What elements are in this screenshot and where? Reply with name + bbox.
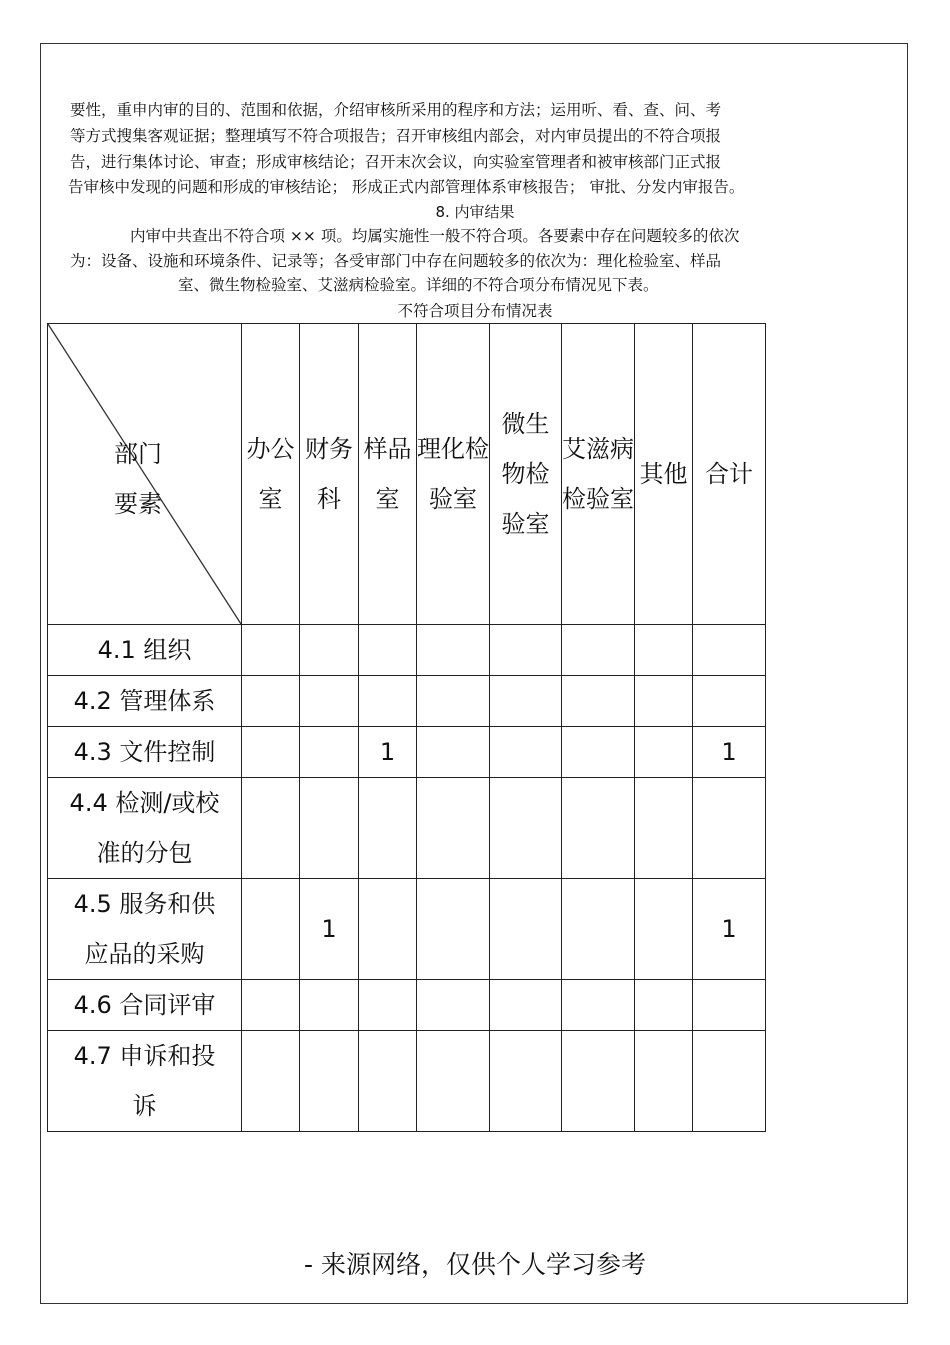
- table-title: 不符合项目分布情况表: [397, 302, 553, 320]
- footer-note: - 来源网络，仅供个人学习参考: [304, 1250, 646, 1279]
- table-cell: [562, 778, 635, 879]
- column-header: [359, 324, 417, 625]
- table-cell: [490, 980, 562, 1031]
- table-header-row: [48, 324, 766, 625]
- table-cell: [562, 1031, 635, 1132]
- column-header-text: 办公室: [246, 435, 295, 513]
- table-cell: [417, 727, 490, 778]
- table-cell: [490, 676, 562, 727]
- table-cell: [635, 676, 693, 727]
- table-cell: 1: [359, 727, 417, 778]
- column-header: [490, 324, 562, 625]
- row-label: 4.4 检测/或校准的分包: [48, 778, 242, 879]
- table-cell: [490, 778, 562, 879]
- table-row: [48, 879, 766, 980]
- table-cell: [300, 676, 359, 727]
- table-cell: [300, 727, 359, 778]
- column-header-text: 合计: [705, 460, 753, 488]
- column-header-text: 样品室: [363, 435, 412, 513]
- table-row: [48, 1031, 766, 1132]
- table-cell: [359, 980, 417, 1031]
- column-header: [300, 324, 359, 625]
- table-cell: [693, 1031, 766, 1132]
- table-cell: [635, 625, 693, 676]
- result-line: 为：设备、设施和环境条件、记录等；各受审部门中存在问题较多的依次为：理化检验室、样品: [70, 252, 722, 270]
- table-cell: [635, 1031, 693, 1132]
- row-label: 4.1 组织: [48, 625, 242, 676]
- table-cell: [359, 778, 417, 879]
- column-header: [562, 324, 635, 625]
- table-cell: [417, 980, 490, 1031]
- intro-line: 告，进行集体讨论、审查；形成审核结论；召开末次会议，向实验室管理者和被审核部门正式报: [70, 153, 722, 171]
- table-row: [48, 980, 766, 1031]
- column-header-text: 艾滋病检验室: [562, 435, 634, 513]
- column-header-text: 微生物检验室: [501, 410, 550, 538]
- table-cell: [635, 778, 693, 879]
- row-label: 4.2 管理体系: [48, 676, 242, 727]
- table-cell: [359, 676, 417, 727]
- row-label: 4.6 合同评审: [48, 980, 242, 1031]
- table-cell: [359, 1031, 417, 1132]
- corner-element-label: 要素: [114, 490, 162, 518]
- table-cell: [417, 879, 490, 980]
- column-header: [635, 324, 693, 625]
- table-cell: [242, 879, 300, 980]
- corner-dept-label: 部门: [114, 440, 162, 468]
- table-cell: [562, 879, 635, 980]
- table-cell: [635, 727, 693, 778]
- table-cell: [417, 625, 490, 676]
- result-line: 室、微生物检验室、艾滋病检验室。详细的不符合项分布情况见下表。: [178, 276, 659, 294]
- table-cell: [300, 1031, 359, 1132]
- column-header: [417, 324, 490, 625]
- table-cell: [693, 625, 766, 676]
- column-header: [242, 324, 300, 625]
- table-cell: [693, 778, 766, 879]
- column-header-text: 其他: [639, 460, 688, 488]
- table-cell: [562, 980, 635, 1031]
- table-cell: [490, 625, 562, 676]
- table-row: [48, 676, 766, 727]
- table-cell: [300, 778, 359, 879]
- table-row: [48, 727, 766, 778]
- table-cell: 1: [300, 879, 359, 980]
- table-cell: 1: [693, 879, 766, 980]
- table-cell: [693, 980, 766, 1031]
- intro-line: 等方式搜集客观证据；整理填写不符合项报告；召开审核组内部会，对内审员提出的不符合项报: [70, 127, 722, 145]
- row-label: 4.5 服务和供应品的采购: [48, 879, 242, 980]
- table-cell: 1: [693, 727, 766, 778]
- table-cell: [490, 1031, 562, 1132]
- table-cell: [242, 625, 300, 676]
- table-cell: [359, 625, 417, 676]
- table-cell: [242, 676, 300, 727]
- table-cell: [562, 625, 635, 676]
- table-cell: [490, 879, 562, 980]
- table-cell: [242, 1031, 300, 1132]
- table-cell: [417, 676, 490, 727]
- column-header-text: 理化检验室: [417, 435, 489, 513]
- column-header: [693, 324, 766, 625]
- table-cell: [562, 676, 635, 727]
- intro-line: 要性，重申内审的目的、范围和依据，介绍审核所采用的程序和方法；运用听、看、查、问、考: [70, 101, 722, 119]
- table-row: [48, 625, 766, 676]
- section-title: 8. 内审结果: [435, 203, 515, 221]
- row-label: 4.3 文件控制: [48, 727, 242, 778]
- table-cell: [417, 1031, 490, 1132]
- table-cell: [242, 980, 300, 1031]
- corner-header-cell: [48, 324, 242, 625]
- table-cell: [359, 879, 417, 980]
- table-cell: [300, 625, 359, 676]
- table-cell: [242, 727, 300, 778]
- table-cell: [242, 778, 300, 879]
- table-cell: [635, 879, 693, 980]
- table-cell: [693, 676, 766, 727]
- table-cell: [635, 980, 693, 1031]
- result-line: 内审中共查出不符合项 ×× 项。均属实施性一般不符合项。各要素中存在问题较多的依次: [130, 227, 740, 245]
- intro-line: 告审核中发现的问题和形成的审核结论； 形成正式内部管理体系审核报告； 审批、分发内审报告。: [68, 178, 745, 196]
- table-cell: [490, 727, 562, 778]
- table-cell: [417, 778, 490, 879]
- row-label: 4.7 申诉和投诉: [48, 1031, 242, 1132]
- diagonal-divider: [48, 324, 241, 624]
- table-cell: [562, 727, 635, 778]
- nonconformity-table: [47, 323, 766, 1132]
- table-cell: [300, 980, 359, 1031]
- column-header-text: 财务科: [305, 435, 353, 513]
- table-row: [48, 778, 766, 879]
